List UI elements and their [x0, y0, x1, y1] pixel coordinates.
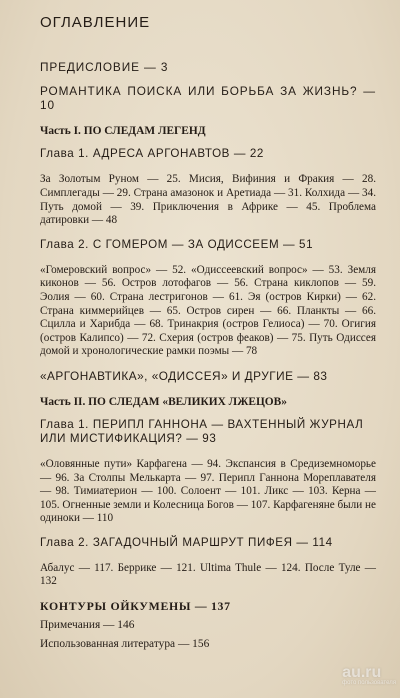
- watermark-logo: au.ru: [342, 664, 382, 681]
- part1-chapter2-title: Глава 2. С ГОМЕРОМ — ЗА ОДИССЕЕМ — 51: [40, 237, 314, 251]
- contours-entry: КОНТУРЫ ОЙКУМЕНЫ — 137: [40, 599, 231, 614]
- part2-chapter2-contents: Абалус — 117. Беррике — 121. Ultima Thule — 124. После Туле — 132: [40, 561, 376, 588]
- watermark-caption: фото пользователя: [342, 680, 396, 686]
- toc-title: ОГЛАВЛЕНИЕ: [40, 14, 151, 31]
- part1-chapter1-contents: За Золотым Руном — 25. Мисия, Вифиния и Фракия — 28. Симплегады — 29. Страна амазонок и Аретиада — 31. Колхида — 34. Путь домой — 39. Приключения в Африке — 45. Проблема датировки — 48: [40, 173, 376, 227]
- part1-extra-section: «АРГОНАВТИКА», «ОДИССЕЯ» И ДРУГИЕ — 83: [40, 368, 328, 383]
- part2-chapter1-contents: «Оловянные пути» Карфагена — 94. Экспансия в Средиземноморье — 96. За Столпы Мелькарта — 97. Перипл Ганнона Мореплавателя — 98. Тимиатерион — 100. Солоент — 101. Ликс — 103. Керна — 105. Огненные земли и Колесница Богов — 107. Карфагеняне были не одиноки — 110: [40, 457, 376, 525]
- part1-title: Часть I. ПО СЛЕДАМ ЛЕГЕНД: [40, 125, 206, 138]
- site-watermark: [342, 664, 396, 686]
- part2-chapter1-title: Глава 1. ПЕРИПЛ ГАННОНА — ВАХТЕННЫЙ ЖУРНАЛ ИЛИ МИСТИФИКАЦИЯ? — 93: [40, 417, 364, 445]
- part1-chapter2-contents: «Гомеровский вопрос» — 52. «Одиссеевский вопрос» — 53. Земля киконов — 56. Остров лотофагов — 56. Страна киклопов — 59. Эолия — 60. Страна лестригонов — 61. Эя (остров Кирки) — 62. Страна киммерийцев — 65. Остров сирен — 66. Планкты — 66. Сцилла и Харибда — 68. Тринакрия (остров Гелиоса) — 70. Огигия (остров Калипсо) — 72. Схерия (остров феаков) — 75. Путь Одиссея домой и хронологические рамки поэмы — 78: [40, 263, 376, 358]
- part2-chapter2-title: Глава 2. ЗАГАДОЧНЫЙ МАРШРУТ ПИФЕЯ — 114: [40, 535, 333, 549]
- literature-entry: Использованная литература — 156: [40, 638, 210, 651]
- preface-entry: ПРЕДИСЛОВИЕ — 3: [40, 60, 169, 74]
- notes-entry: Примечания — 146: [40, 619, 135, 632]
- part2-title: Часть II. ПО СЛЕДАМ «ВЕЛИКИХ ЛЖЕЦОВ»: [40, 395, 287, 408]
- part1-chapter1-title: Глава 1. АДРЕСА АРГОНАВТОВ — 22: [40, 147, 264, 161]
- romance-entry: РОМАНТИКА ПОИСКА ИЛИ БОРЬБА ЗА ЖИЗНЬ? — 10: [40, 83, 376, 112]
